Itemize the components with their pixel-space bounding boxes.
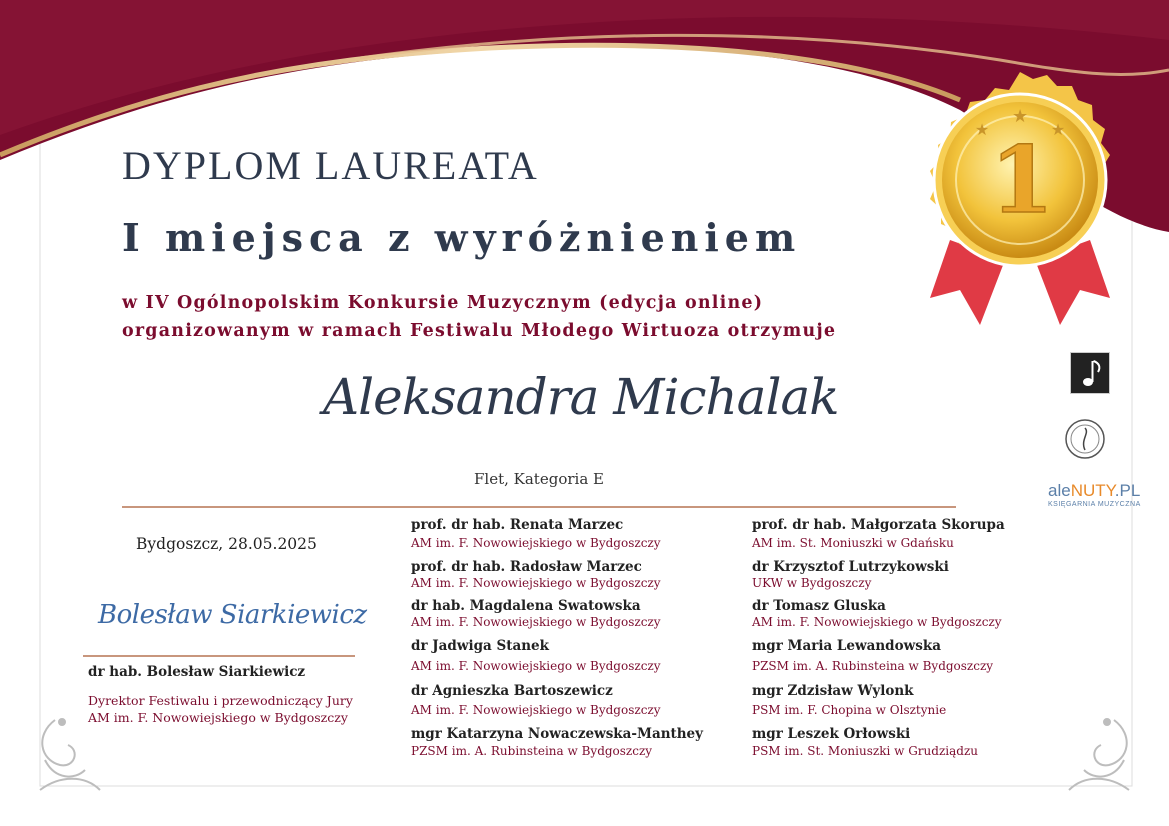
music-note-icon (1071, 353, 1109, 393)
subtitle-line-2: organizowanym w ramach Festiwalu Młodego Wirtuoza otrzymuje (122, 321, 837, 341)
music-note-logo (1070, 352, 1110, 394)
place-heading: I miejsca z wyróżnieniem (122, 215, 802, 260)
svg-text:1: 1 (989, 126, 1055, 234)
jury-institution: PZSM im. A. Rubinsteina w Bydgoszczy (752, 659, 994, 673)
jury-institution: PSM im. St. Moniuszki w Grudziądzu (752, 744, 978, 758)
director-institution: AM im. F. Nowowiejskiego w Bydgoszczy (88, 710, 348, 725)
recipient-name: Aleksandra Michalak (323, 368, 839, 426)
jury-institution: AM im. F. Nowowiejskiego w Bydgoszczy (411, 703, 661, 717)
jury-institution: PZSM im. A. Rubinsteina w Bydgoszczy (411, 744, 653, 758)
jury-name: mgr Leszek Orłowski (752, 726, 911, 742)
jury-institution: PSM im. F. Chopina w Olsztynie (752, 703, 947, 717)
jury-name: dr Krzysztof Lutrzykowski (752, 559, 949, 575)
jury-name: mgr Zdzisław Wylonk (752, 683, 914, 699)
jury-name: prof. dr hab. Renata Marzec (411, 517, 624, 533)
svg-text:★: ★ (1050, 120, 1066, 139)
jury-institution: AM im. F. Nowowiejskiego w Bydgoszczy (752, 615, 1002, 629)
alenuty-logo (1048, 481, 1140, 501)
jury-name: mgr Katarzyna Nowaczewska-Manthey (411, 726, 703, 742)
director-role: Dyrektor Festiwalu i przewodniczący Jury (88, 693, 353, 708)
corner-ornament-left (40, 719, 100, 790)
diploma-title: DYPLOM LAUREATA (122, 143, 539, 188)
alenuty-logo-part: .PL (1114, 481, 1141, 500)
jury-institution: AM im. F. Nowowiejskiego w Bydgoszczy (411, 659, 661, 673)
signature-line (83, 655, 355, 657)
category-label: Flet, Kategoria E (474, 470, 604, 488)
alenuty-logo-part: ale (1048, 481, 1071, 500)
jury-name: prof. dr hab. Radosław Marzec (411, 559, 642, 575)
svg-text:★: ★ (1011, 106, 1029, 127)
svg-text:★: ★ (974, 120, 990, 139)
divider (122, 506, 956, 508)
director-name: dr hab. Bolesław Siarkiewicz (88, 664, 306, 680)
jury-name: dr Agnieszka Bartoszewicz (411, 683, 613, 699)
jury-name: mgr Maria Lewandowska (752, 638, 941, 654)
jury-institution: AM im. F. Nowowiejskiego w Bydgoszczy (411, 536, 661, 550)
director-signature: Bolesław Siarkiewicz (98, 600, 367, 630)
jury-name: dr hab. Magdalena Swatowska (411, 598, 641, 614)
gold-medal-icon (905, 70, 1135, 340)
jury-institution: AM im. F. Nowowiejskiego w Bydgoszczy (411, 615, 661, 629)
corner-ornament-right (1069, 719, 1129, 790)
jury-institution: AM im. F. Nowowiejskiego w Bydgoszczy (411, 576, 661, 590)
jury-institution: AM im. St. Moniuszki w Gdańsku (752, 536, 954, 550)
place-date: Bydgoszcz, 28.05.2025 (136, 535, 317, 553)
festival-seal-icon (1064, 418, 1106, 460)
jury-name: prof. dr hab. Małgorzata Skorupa (752, 517, 1005, 533)
jury-name: dr Tomasz Gluska (752, 598, 886, 614)
alenuty-logo-subtitle: KSIĘGARNIA MUZYCZNA (1048, 501, 1141, 508)
alenuty-logo-part: NUTY (1070, 481, 1115, 500)
jury-institution: UKW w Bydgoszczy (752, 576, 872, 590)
subtitle-line-1: w IV Ogólnopolskim Konkursie Muzycznym (edycja online) (122, 293, 764, 313)
jury-name: dr Jadwiga Stanek (411, 638, 549, 654)
